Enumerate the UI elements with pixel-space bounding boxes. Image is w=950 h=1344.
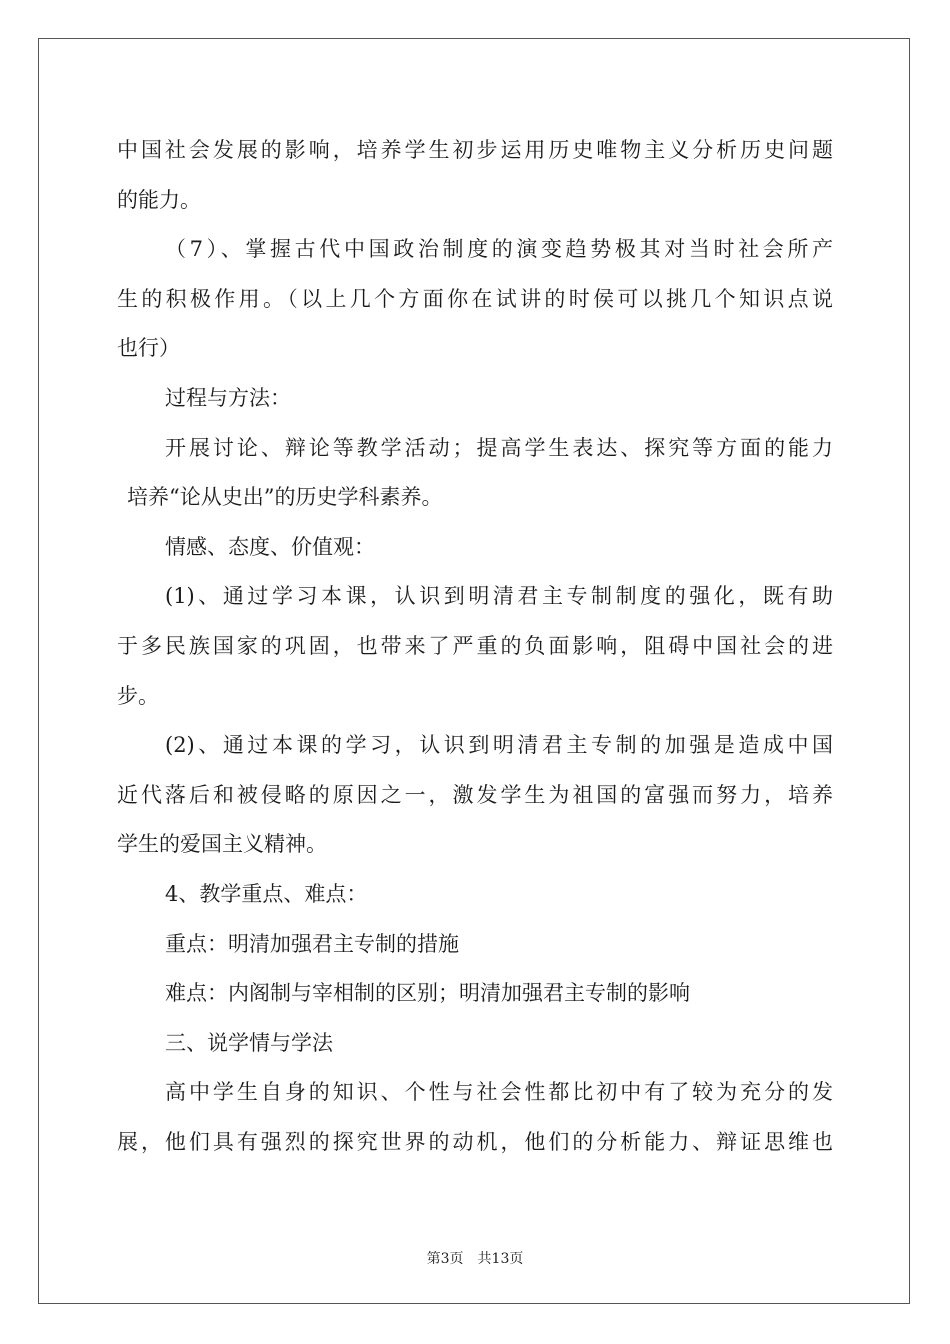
text-line: 于多民族国家的巩固，也带来了严重的负面影响，阻碍中国社会的进 [117, 633, 833, 658]
text-line: (2)、通过本课的学习，认识到明清君主专制的加强是造成中国 [165, 733, 833, 758]
section-heading: 情感、态度、价值观： [165, 534, 375, 559]
text-line: 步。 [117, 683, 159, 708]
section-heading: 三、说学情与学法 [165, 1030, 333, 1055]
page-number-footer: 第3页 共13页 [426, 1251, 524, 1267]
text-line: 开展讨论、辩论等教学活动；提高学生表达、探究等方面的能力 [165, 435, 833, 460]
text-line: (1)、通过学习本课，认识到明清君主专制制度的强化，既有助 [165, 584, 833, 609]
text-line: 难点：内阁制与宰相制的区别；明清加强君主专制的影响 [165, 981, 690, 1006]
text-line: 中国社会发展的影响，培养学生初步运用历史唯物主义分析历史问题 [117, 138, 833, 162]
text-line: 展，他们具有强烈的探究世界的动机，他们的分析能力、辩证思维也 [117, 1129, 833, 1154]
section-heading: 4、教学重点、难点： [165, 881, 368, 906]
text-line: 重点：明清加强君主专制的措施 [165, 931, 459, 956]
text-line: 也行） [117, 336, 180, 361]
text-line: 高中学生自身的知识、个性与社会性都比初中有了较为充分的发 [165, 1080, 833, 1105]
text-line: （7）、掌握古代中国政治制度的演变趋势极其对当时社会所产 [165, 237, 833, 262]
text-line: 生的积极作用。（以上几个方面你在试讲的时侯可以挑几个知识点说 [117, 286, 833, 311]
document-body [117, 126, 833, 1167]
text-line: 培养“论从史出”的历史学科素养。 [127, 485, 443, 510]
text-line: 学生的爱国主义精神。 [117, 832, 327, 857]
text-line: 的能力。 [117, 187, 201, 212]
text-line: 近代落后和被侵略的原因之一，激发学生为祖国的富强而努力，培养 [117, 782, 833, 807]
section-heading: 过程与方法： [165, 385, 291, 410]
